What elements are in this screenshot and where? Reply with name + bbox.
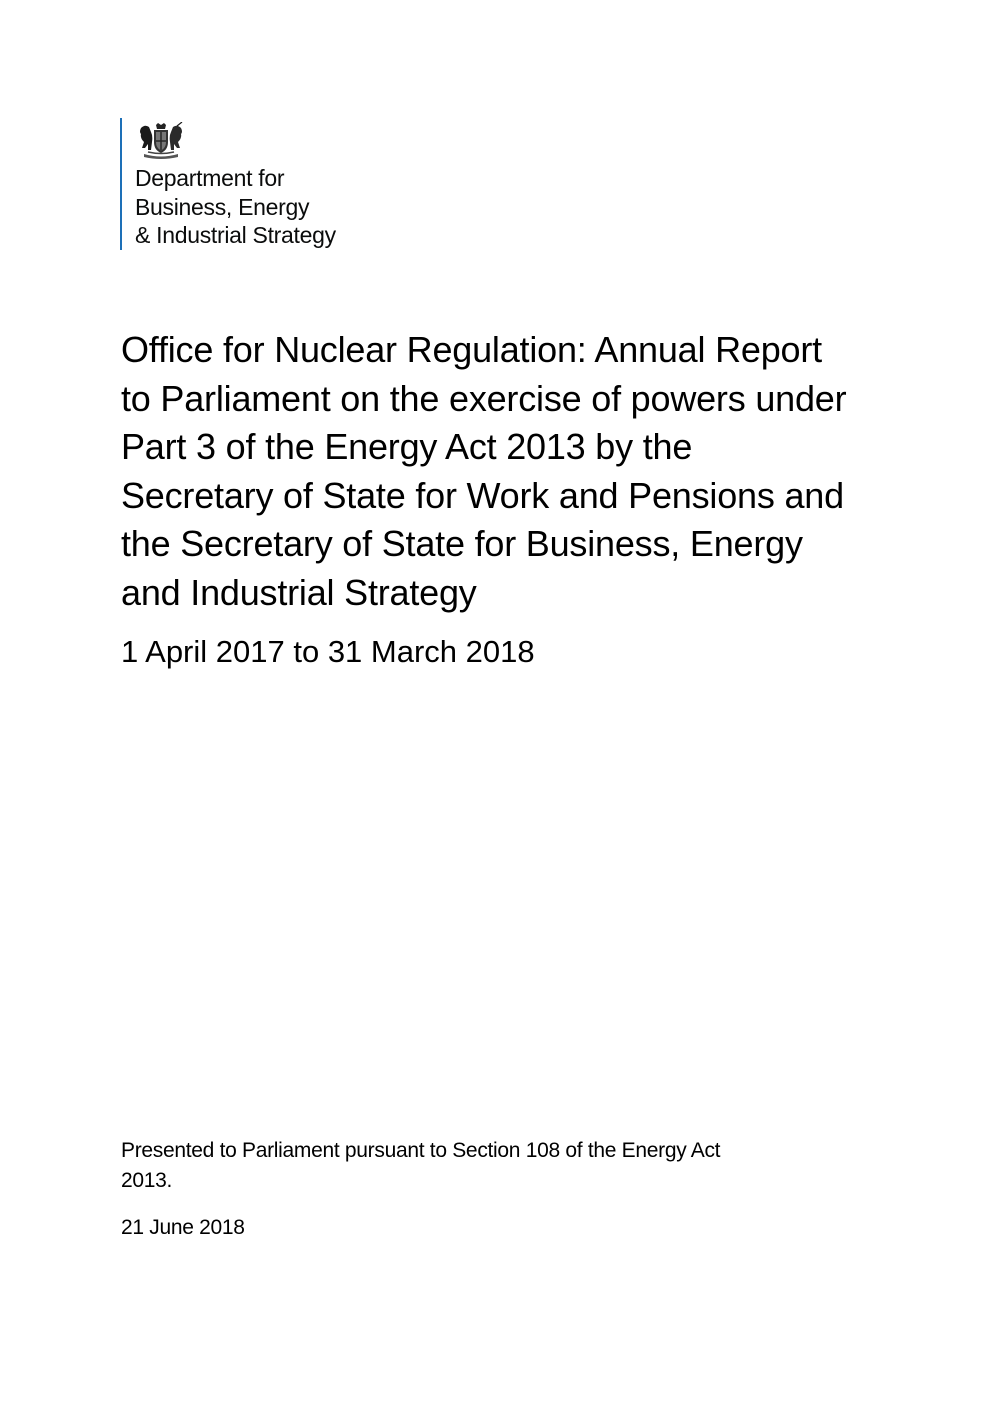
presentation-statement-line: Presented to Parliament pursuant to Section 108 of the Energy Act [121,1139,721,1162]
presentation-statement-line: 2013. [121,1169,173,1192]
report-title-line: Part 3 of the Energy Act 2013 by the [121,426,693,467]
department-name-line: Department for [135,165,285,191]
report-title-line: and Industrial Strategy [121,571,477,613]
department-logo [120,118,336,250]
report-title-line: Office for Nuclear Regulation: Annual Report [121,329,822,370]
report-title-line: Secretary of State for Work and Pensions and [121,474,844,516]
report-title [121,326,901,617]
department-name-line: Business, Energy [135,193,310,220]
presentation-statement [121,1136,720,1196]
department-name-line: & Industrial Strategy [135,222,336,248]
publication-date: 21 June 2018 [121,1216,245,1239]
report-title-line: the Secretary of State for Business, Energy [121,523,803,564]
report-title-line: to Parliament on the exercise of powers under [121,377,847,419]
reporting-period: 1 April 2017 to 31 March 2018 [121,634,535,669]
royal-coat-of-arms-icon [136,122,186,160]
department-name [135,164,336,250]
